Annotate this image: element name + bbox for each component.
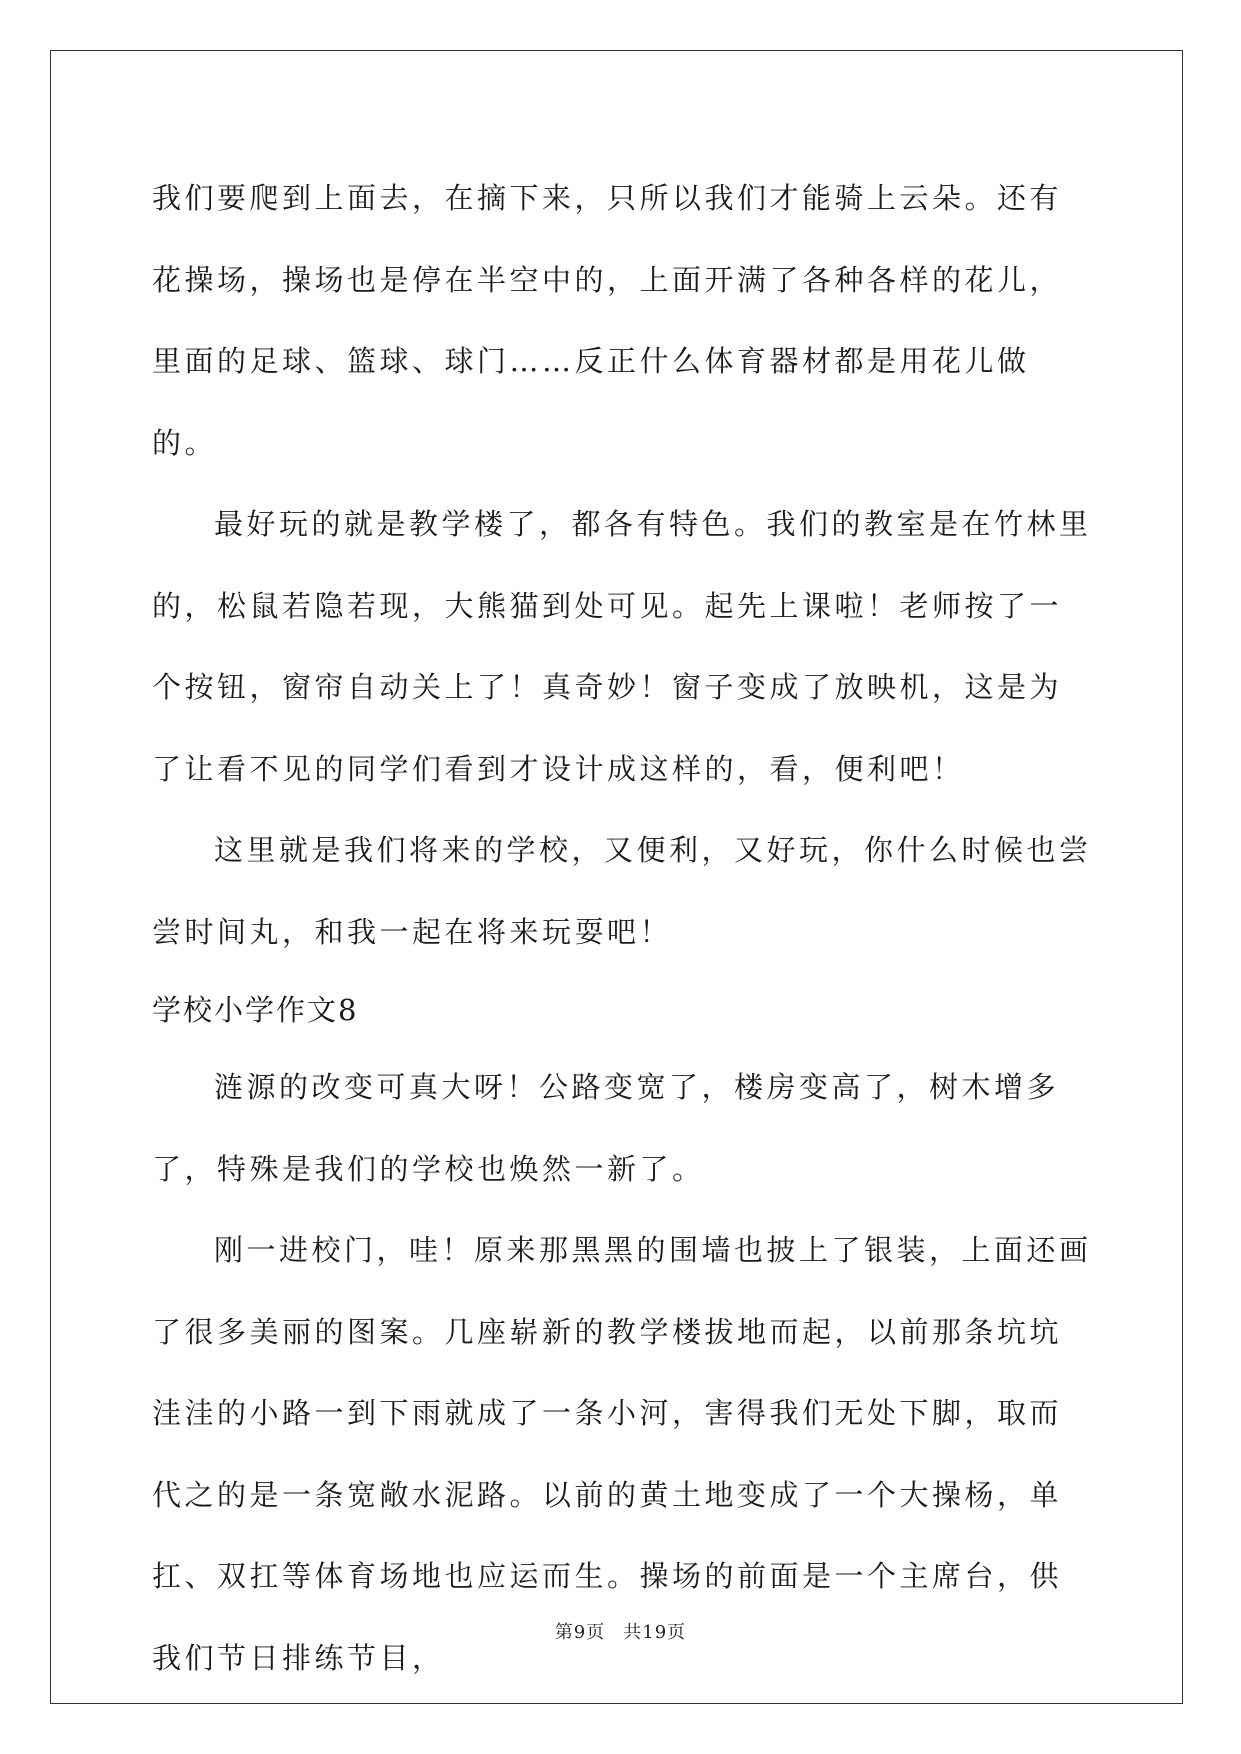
paragraph: 涟源的改变可真大呀！公路变宽了，楼房变高了，树木增多了，特殊是我们的学校也焕然一新了。	[152, 1070, 1060, 1186]
paragraph-continuation: 我们要爬到上面去，在摘下来，只所以我们才能骑上云朵。还有花操场，操场也是停在半空中的，上面开满了各种各样的花儿，里面的足球、篮球、球门……反正什么体育器材都是用花儿做的。	[152, 181, 1063, 460]
paragraph: 刚一进校门，哇！原来那黑黑的围墙也披上了银装，上面还画了很多美丽的图案。几座崭新的教学楼拔地而起，以前那条坑坑洼洼的小路一到下雨就成了一条小河，害得我们无处下脚，取而代之的是一条宽敞水泥路。以前的黄土地变成了一个大操杨，单扛、双扛等体育场地也应运而生。操场的前面是一个主席台，供我们节日排练节目，	[152, 1233, 1092, 1675]
paragraph: 最好玩的就是教学楼了，都各有特色。我们的教室是在竹林里的，松鼠若隐若现，大熊猫到处可见。起先上课啦！老师按了一个按钮，窗帘自动关上了！真奇妙！窗子变成了放映机，这是为了让看不见的同学们看到才设计成这样的，看，便利吧！	[152, 507, 1092, 786]
paragraph: 这里就是我们将来的学校，又便利，又好玩，你什么时候也尝尝时间丸，和我一起在将来玩耍吧！	[152, 833, 1092, 949]
document-body	[152, 158, 1092, 1699]
page-number: 第9页	[554, 1622, 606, 1643]
essay-heading: 学校小学作文8	[152, 993, 359, 1027]
page-footer	[0, 1618, 1241, 1644]
page-total: 共19页	[623, 1622, 687, 1643]
